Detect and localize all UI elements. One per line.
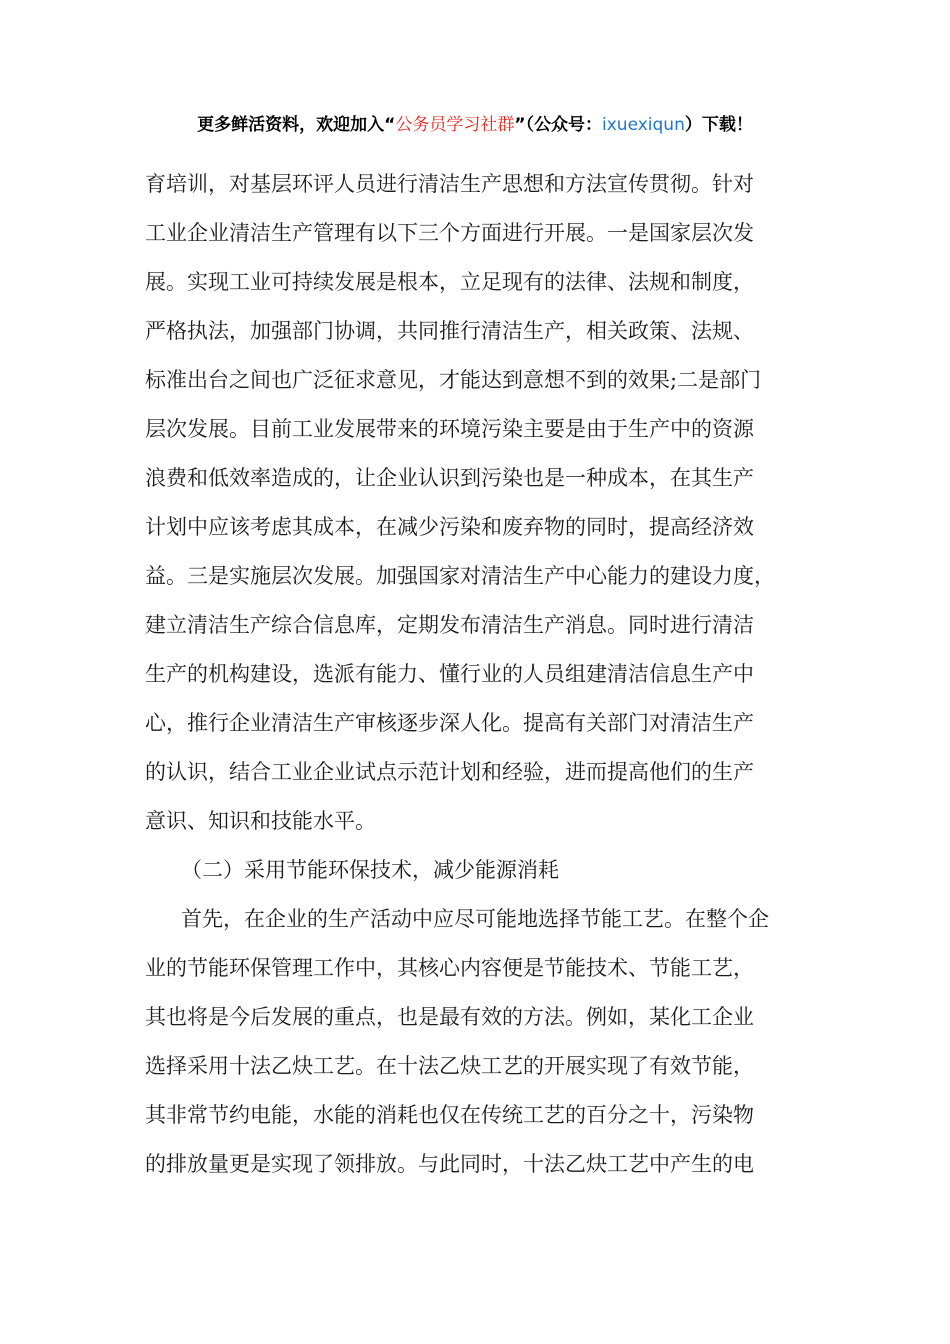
body-text bbox=[145, 160, 815, 1189]
paragraph1-line: 生产的机构建设，选派有能力、懂行业的人员组建清洁信息生产中 bbox=[145, 662, 754, 686]
paragraph2-line: 业的节能环保管理工作中，其核心内容便是节能技术、节能工艺， bbox=[145, 956, 754, 980]
paragraph1-line: 育培训，对基层环评人员进行清洁生产思想和方法宣传贯彻。针对 bbox=[145, 172, 754, 196]
paragraph1-line: 意识、知识和技能水平。 bbox=[145, 809, 376, 833]
paragraph1-line: 工业企业清洁生产管理有以下三个方面进行开展。一是国家层次发 bbox=[145, 221, 754, 245]
paragraph2-line: 的排放量更是实现了领排放。与此同时，十法乙炔工艺中产生的电 bbox=[145, 1152, 754, 1176]
paragraph2-line: 首先，在企业的生产活动中应尽可能地选择节能工艺。在整个企 bbox=[181, 907, 769, 931]
promo-banner bbox=[0, 113, 950, 137]
paragraph1-line: 心，推行企业清洁生产审核逐步深人化。提高有关部门对清洁生产 bbox=[145, 711, 754, 735]
paragraph1-line: 计划中应该考虑其成本，在减少污染和废弃物的同时，提高经济效 bbox=[145, 515, 754, 539]
banner-account: ixuexiqun bbox=[602, 115, 685, 135]
banner-suffix: ）下载！ bbox=[684, 115, 753, 135]
paragraph1-line: 的认识，结合工业企业试点示范计划和经验，进而提高他们的生产 bbox=[145, 760, 754, 784]
banner-middle: （公众号： bbox=[525, 115, 603, 135]
paragraph1-line: 严格执法，加强部门协调，共同推行清洁生产，相关政策、法规、 bbox=[145, 319, 754, 343]
banner-open-quote: “ bbox=[384, 115, 396, 135]
banner-close-quote: ” bbox=[514, 115, 526, 135]
paragraph2-line: 选择采用十法乙炔工艺。在十法乙炔工艺的开展实现了有效节能， bbox=[145, 1054, 754, 1078]
paragraph1-line: 层次发展。目前工业发展带来的环境污染主要是由于生产中的资源 bbox=[145, 417, 754, 441]
banner-group-name: 公务员学习社群 bbox=[395, 115, 515, 135]
paragraph1-line: 浪费和低效率造成的，让企业认识到污染也是一种成本，在其生产 bbox=[145, 466, 754, 490]
banner-prefix: 更多鲜活资料，欢迎加入 bbox=[197, 115, 385, 135]
paragraph1-line: 标准出台之间也广泛征求意见，才能达到意想不到的效果;二是部门 bbox=[145, 368, 762, 392]
paragraph1-line: 展。实现工业可持续发展是根本，立足现有的法律、法规和制度， bbox=[145, 270, 754, 294]
section-heading: （二）采用节能环保技术，减少能源消耗 bbox=[181, 858, 559, 882]
paragraph1-line: 建立清洁生产综合信息库，定期发布清洁生产消息。同时进行清洁 bbox=[145, 613, 754, 637]
paragraph2-line: 其也将是今后发展的重点，也是最有效的方法。例如，某化工企业 bbox=[145, 1005, 754, 1029]
paragraph1-line: 益。三是实施层次发展。加强国家对清洁生产中心能力的建设力度， bbox=[145, 564, 775, 588]
paragraph2-line: 其非常节约电能，水能的消耗也仅在传统工艺的百分之十，污染物 bbox=[145, 1103, 754, 1127]
